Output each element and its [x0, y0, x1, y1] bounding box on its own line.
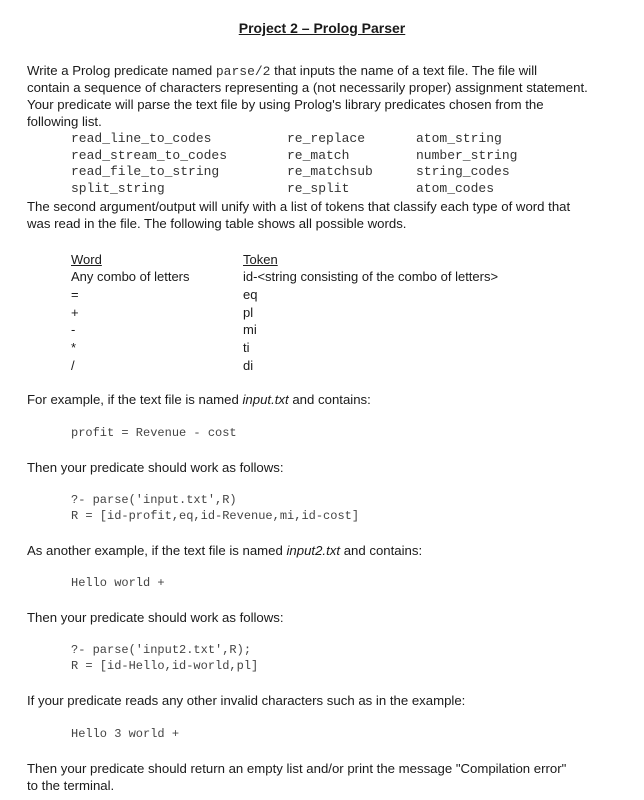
example-filename: input2.txt [286, 543, 341, 558]
table-cell-token: ti [243, 340, 250, 356]
intro-line-1 [27, 62, 537, 81]
example-2-query: ?- parse('input2.txt',R); [71, 643, 252, 657]
invalid-line-2: to the terminal. [27, 778, 115, 793]
table-cell-word: Any combo of letters [71, 269, 190, 284]
example-text: For example, if the text file is named [27, 392, 243, 407]
predicate-item: read_line_to_codes [71, 131, 212, 146]
example-1-content: profit = Revenue - cost [71, 426, 237, 440]
predicate-item: re_matchsub [287, 164, 373, 179]
predicate-item: read_file_to_string [71, 164, 220, 179]
table-cell-token: mi [243, 322, 257, 338]
table-cell-token: pl [243, 304, 254, 320]
second-arg-line-1: The second argument/output will unify with a list of tokens that classify each type of word that [27, 199, 571, 214]
token-column-header: Token [243, 252, 278, 267]
predicate-name: parse/2 [215, 64, 271, 79]
example-text: As another example, if the text file is named [27, 543, 287, 558]
example-1-query: ?- parse('input.txt',R) [71, 493, 237, 507]
predicate-item: split_string [71, 180, 165, 196]
predicate-item: atom_codes [416, 180, 495, 196]
predicate-item: re_replace [287, 131, 366, 146]
predicate-column-2 [287, 131, 373, 197]
invalid-line-1: Then your predicate should return an empty list and/or print the message "Compilation error" [27, 761, 567, 776]
example-2-result: R = [id-Hello,id-world,pl] [71, 659, 259, 673]
table-cell-word: + [71, 304, 79, 320]
example-1-intro [27, 391, 371, 409]
word-column [71, 268, 190, 375]
example-1-result: R = [id-profit,eq,id-Revenue,mi,id-cost] [71, 509, 360, 523]
page-title: Project 2 – Prolog Parser [238, 20, 406, 36]
intro-text: that inputs the name of a text file. The file will [270, 63, 538, 78]
intro-text: Write a Prolog predicate named [27, 63, 216, 78]
table-cell-word: - [71, 322, 76, 338]
table-cell-token: di [243, 357, 254, 373]
predicate-column-1 [71, 131, 227, 197]
predicate-item: re_split [287, 180, 350, 196]
intro-line-2: contain a sequence of characters representing a (not necessarily proper) assignment statement. [27, 80, 588, 95]
table-cell-word: * [71, 340, 77, 356]
invalid-content: Hello 3 world + [71, 727, 180, 741]
predicate-item: re_match [287, 147, 350, 163]
invalid-intro: If your predicate reads any other invalid characters such as in the example: [27, 693, 466, 708]
word-column-header: Word [71, 252, 102, 267]
predicate-item: number_string [416, 147, 518, 163]
token-column [243, 268, 498, 375]
table-cell-word: = [71, 286, 79, 302]
example-filename: input.txt [242, 392, 289, 407]
example-2-content: Hello world + [71, 576, 165, 590]
intro-line-4: following list. [27, 114, 102, 129]
predicate-column-3 [416, 131, 517, 197]
predicate-item: atom_string [416, 131, 502, 146]
example-2-then: Then your predicate should work as follows: [27, 610, 284, 625]
second-arg-line-2: was read in the file. The following table shows all possible words. [27, 216, 407, 231]
table-cell-token: id-<string consisting of the combo of letters> [243, 269, 499, 284]
table-cell-token: eq [243, 286, 258, 302]
example-2-intro [27, 542, 422, 560]
example-text: and contains: [340, 543, 423, 558]
predicate-item: read_stream_to_codes [71, 147, 228, 163]
example-1-then: Then your predicate should work as follows: [27, 460, 284, 475]
table-cell-word: / [71, 357, 75, 373]
intro-line-3: Your predicate will parse the text file by using Prolog's library predicates chosen from the [27, 97, 544, 112]
predicate-item: string_codes [416, 164, 510, 179]
example-text: and contains: [288, 392, 371, 407]
